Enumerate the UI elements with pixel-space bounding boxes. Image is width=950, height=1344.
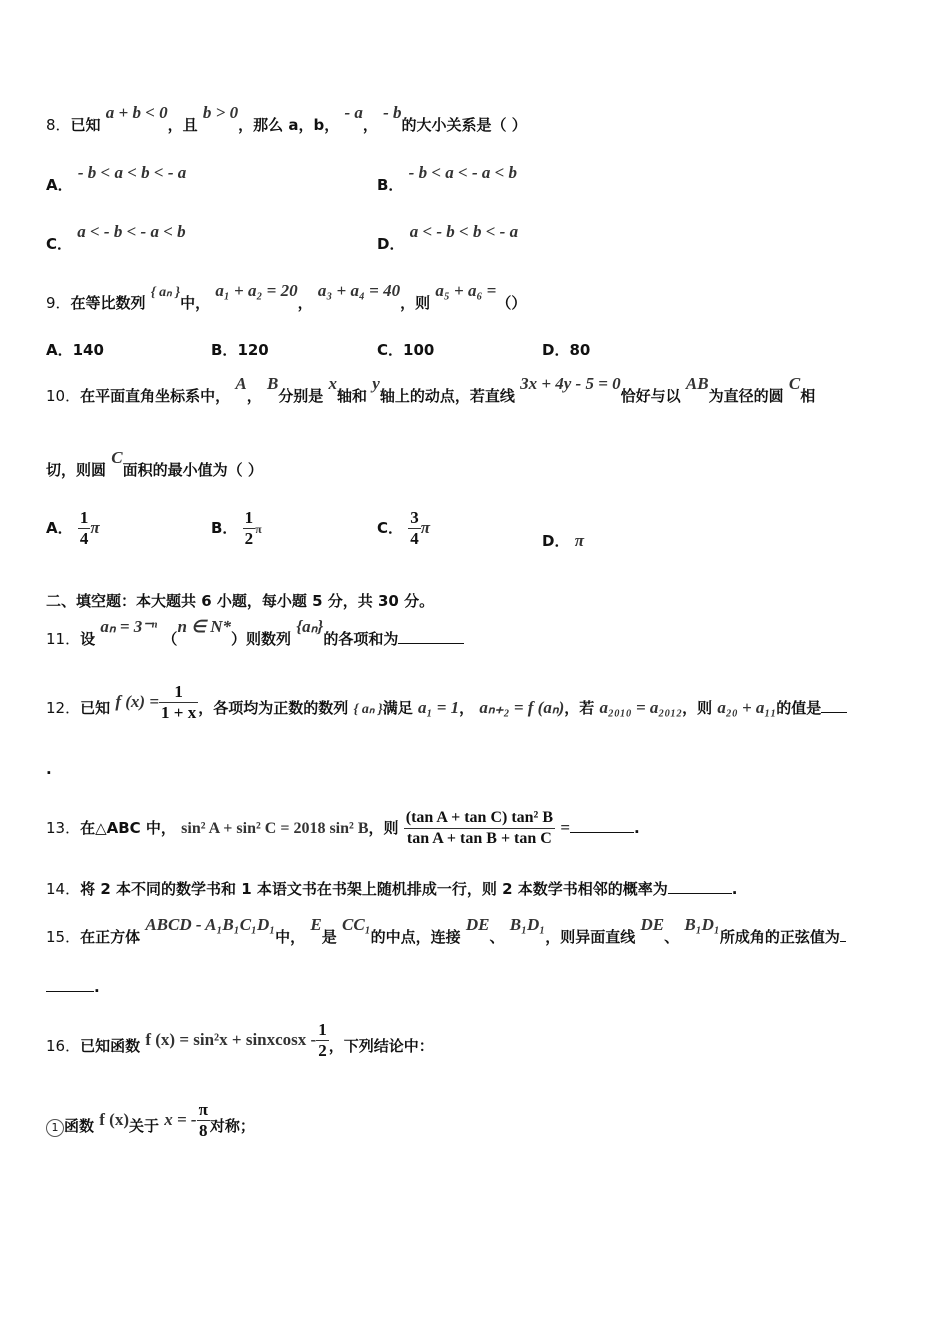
circled-number: 1 (46, 1119, 64, 1137)
answer-blank (46, 989, 94, 992)
answer-blank (840, 939, 846, 942)
fraction: $\frac{\pi}{8}$ (198, 1100, 208, 1140)
question-10-line2: 切，则圆 C面积的最小值为（ ） (46, 448, 263, 479)
question-15: 15．在正方体 ABCD - A₁B₁C₁D₁中， E是 CC₁的中点，连接 DE、 B₁D₁，则异面直线 DE、 B₁D₁所成角的正弦值为 (46, 926, 904, 947)
math-expr: a₃ + a₄ = 40 (317, 281, 401, 300)
option-b: B．120 (211, 341, 269, 359)
question-10: 10．在平面直角坐标系中， A， B分别是 x轴和 y轴上的动点，若直线 3x + 4y - 5 = 0恰好与以 AB为直径的圆 C相 (46, 374, 816, 405)
question-number: 9． (46, 294, 71, 312)
question-16: 16．已知函数 f (x) = sin²x + sinxcosx - $\frac{1}{2}$ ，下列结论中： (46, 1020, 434, 1060)
fraction: $\frac{\text{(tan A + tan C) tan² B}}{\text{tan A + tan B + tan C}}$ (405, 809, 554, 847)
question-15-line2: . (46, 978, 904, 996)
option-d: D．80 (542, 341, 591, 359)
fraction: $\frac{3}{4}$ (410, 508, 419, 548)
question-9: 9．在等比数列 { aₙ }中， a₁ + a₂ = 20， a₃ + a₄ = 40，则 a₅ + a₆ =（） (46, 281, 527, 312)
math-expr: a + b < 0 (105, 103, 168, 122)
question-number: 8． (46, 116, 71, 134)
question-number: 11． (46, 630, 81, 648)
math-expr: - a (344, 103, 363, 122)
fraction: $\frac{1}{2}$ (318, 1020, 327, 1060)
option-b: B． $\frac{1}{2}$ π (211, 508, 262, 548)
option-c: C． a < - b < - a < b (46, 222, 186, 253)
option-c: C．100 (377, 341, 435, 359)
question-12: 12．已知 f (x) = $\frac{1}{1 + x}$ ，各项均为正数的数列 { aₙ }满足 a₁ = 1， aₙ₊₂ = f (aₙ)，若 a₂₀₁₀ = a₂₀₁₂，则 a₂₀ + a₁₁的值是 (46, 688, 904, 729)
option-a: A． $\frac{1}{4}$ π (46, 508, 100, 548)
question-number: 13． (46, 819, 81, 837)
section-heading: 二、填空题：本大题共 6 小题，每小题 5 分，共 30 分。 (46, 592, 435, 610)
question-number: 10． (46, 387, 81, 405)
question-11: 11．设 aₙ = 3⁻ⁿ （n ∈ N*）则数列 {aₙ}的各项和为 (46, 628, 904, 649)
answer-blank (570, 830, 634, 833)
option-d: D． π (542, 531, 584, 550)
question-number: 12． (46, 699, 81, 717)
question-number: 16． (46, 1037, 81, 1055)
math-expr: b > 0 (202, 103, 239, 122)
fraction: $\frac{1}{2}$ (244, 508, 254, 548)
math-expr: - b (383, 103, 402, 122)
option-c: C． $\frac{3}{4}$ π (377, 508, 431, 548)
question-number: 15． (46, 928, 81, 946)
question-16-item-1: 1 函数 f (x)关于 x = - $\frac{\pi}{8}$ 对称； (46, 1106, 904, 1147)
fraction: $\frac{1}{4}$ (79, 508, 89, 548)
question-8: 8．已知 a + b < 0，且 b > 0，那么 a，b， - a， - b的大小关系是（ ） (46, 103, 527, 134)
option-d: D． a < - b < b < - a (377, 222, 519, 253)
answer-blank (398, 641, 464, 644)
math-expr: a₅ + a₆ = (435, 281, 497, 300)
option-b: B． - b < a < - a < b (377, 163, 518, 194)
question-13: 13．在△ABC 中， sin² A + sin² C = 2018 sin² B，则 $\frac{\text{(tan A + tan C) tan² B}}{\text{tan A + tan B + tan C}}$ = . (46, 809, 640, 847)
question-14: 14．将 2 本不同的数学书和 1 本语文书在书架上随机排成一行，则 2 本数学书相邻的概率为 . (46, 880, 738, 898)
answer-blank (821, 710, 847, 713)
question-12-line2: . (46, 760, 52, 778)
math-expr: { aₙ } (150, 285, 181, 300)
fraction: $\frac{1}{1 + x}$ (161, 682, 197, 722)
answer-blank (668, 891, 732, 894)
math-expr: a₁ + a₂ = 20 (215, 281, 298, 300)
question-number: 14． (46, 880, 81, 898)
option-a: A．140 (46, 341, 104, 359)
option-a: A． - b < a < b < - a (46, 163, 187, 194)
